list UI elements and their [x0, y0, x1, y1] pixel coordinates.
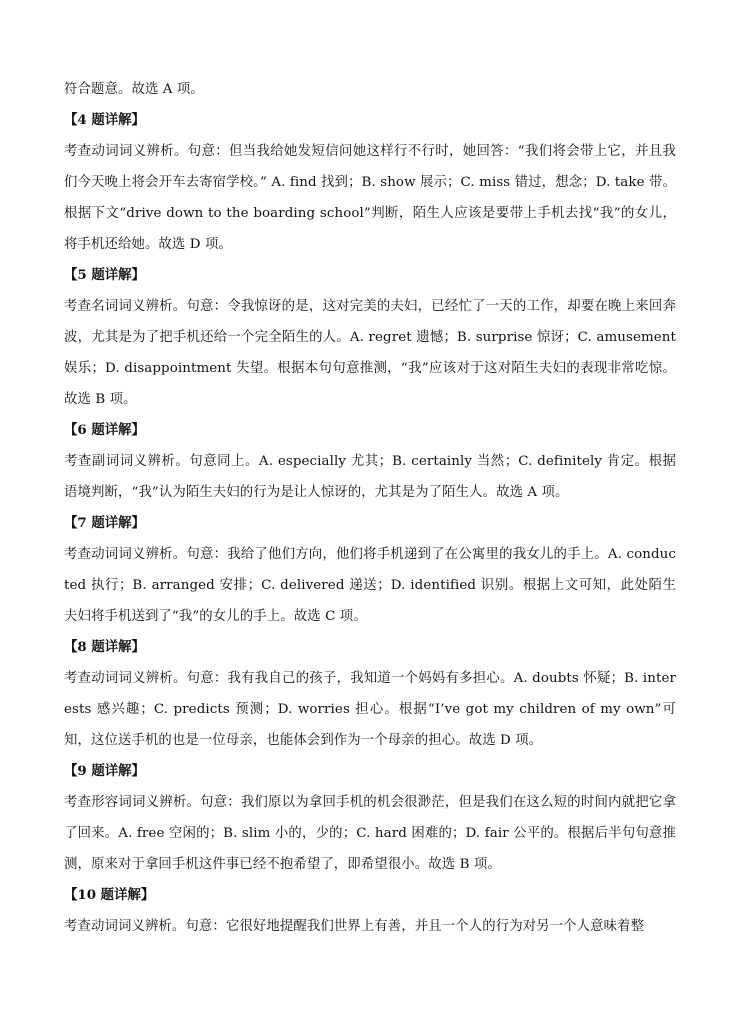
section-body: 考查动词词义辨析。句意：我有我自己的孩子，我知道一个妈妈有多担心。A. doubts 怀疑；B. interests 感兴趣；C. predicts 预测；D. worries 担心。根据“I’ve got my children of my own”可知，这位送手机的也是一位母亲，也能体会到作为一个母亲的担心。故选 D 项。: [64, 671, 676, 748]
section-heading: 【4 题详解】: [64, 112, 145, 128]
section-heading: 【9 题详解】: [64, 763, 145, 779]
section-body: 考查形容词词义辨析。句意：我们原以为拿回手机的机会很渺茫，但是我们在这么短的时间内就把它拿了回来。A. free 空闲的；B. slim 小的，少的；C. hard 困难的；D. fair 公平的。根据后半句句意推测，原来对于拿回手机这件事已经不抱希望了，即希望很小。故选 B 项。: [64, 795, 676, 872]
section-6: [64, 415, 676, 508]
section-body: 考查动词词义辨析。句意：它很好地提醒我们世界上有善，并且一个人的行为对另一个人意味着整: [64, 919, 645, 934]
section-5: [64, 260, 676, 415]
document-page: [64, 74, 676, 942]
section-9: [64, 756, 676, 880]
section-body: 考查动词词义辨析。句意：但当我给她发短信问她这样行不行时，她回答：“我们将会带上它，并且我们今天晚上将会开车去寄宿学校。” A. find 找到；B. show 展示；C. miss 错过，想念；D. take 带。根据下文“drive down to the boarding school”判断，陌生人应该是要带上手机去找“我”的女儿，将手机还给她。故选 D 项。: [64, 144, 676, 252]
section-body: 考查动词词义辨析。句意：我给了他们方向，他们将手机递到了在公寓里的我女儿的手上。A. conducted 执行；B. arranged 安排；C. delivered 递送；D. identified 识别。根据上文可知，此处陌生夫妇将手机送到了“我”的女儿的手上。故选 C 项。: [64, 547, 676, 624]
section-body: 考查名词词义辨析。句意：令我惊讶的是，这对完美的夫妇，已经忙了一天的工作，却要在晚上来回奔波，尤其是为了把手机还给一个完全陌生的人。A. regret 遗憾；B. surprise 惊讶；C. amusement 娱乐；D. disappointment 失望。根据本句句意推测，“我”应该对于这对陌生夫妇的表现非常吃惊。故选 B 项。: [64, 299, 676, 407]
intro-text: 符合题意。故选 A 项。: [64, 82, 204, 97]
section-7: [64, 508, 676, 632]
section-heading: 【8 题详解】: [64, 639, 145, 655]
section-heading: 【5 题详解】: [64, 267, 145, 283]
section-8: [64, 632, 676, 756]
section-10: [64, 880, 676, 942]
section-4: [64, 105, 676, 260]
section-body: 考查副词词义辨析。句意同上。A. especially 尤其；B. certainly 当然；C. definitely 肯定。根据语境判断，“我”认为陌生夫妇的行为是让人惊讶的，尤其是为了陌生人。故选 A 项。: [64, 454, 676, 500]
section-heading: 【6 题详解】: [64, 422, 145, 438]
section-heading: 【7 题详解】: [64, 515, 145, 531]
section-heading: 【10 题详解】: [64, 887, 155, 903]
